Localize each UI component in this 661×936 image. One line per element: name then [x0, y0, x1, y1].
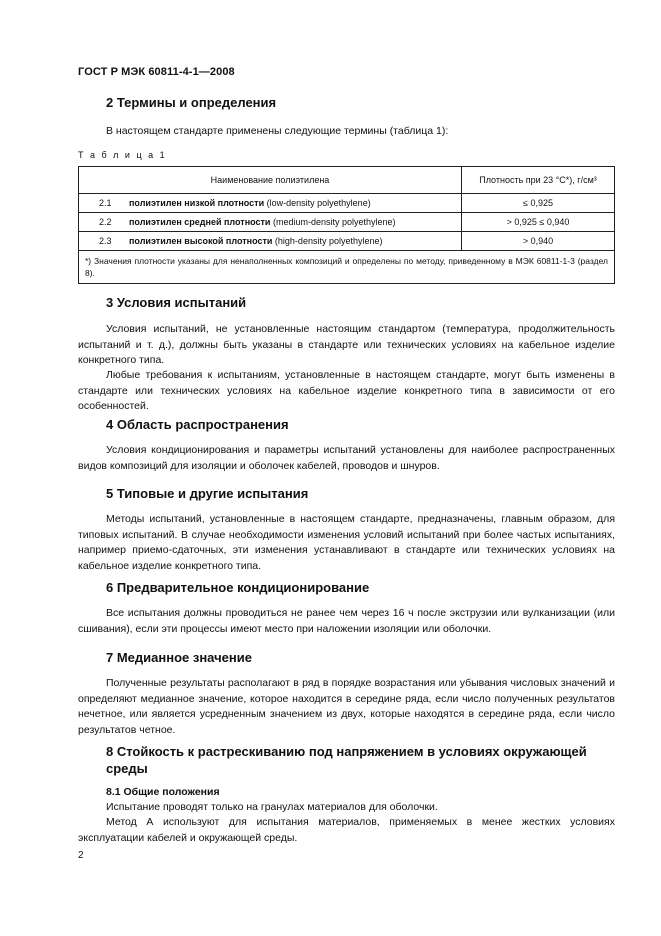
section-7-paragraph-text: Полученные результаты располагают в ряд в порядке возрастания или убывания числовых значений и определяют медианное значение, которое находится в середине ряда, если число полученных результатов нечетное, или является усредненным значением из двух, которые находятся в середине ряда, если число результатов четное. — [78, 677, 615, 736]
section-8-title-line-2: среды — [106, 761, 148, 776]
page-number: 2 — [78, 850, 84, 861]
table-cell-name — [79, 194, 462, 213]
term-bold: полиэтилен средней плотности — [129, 217, 271, 227]
term-english: (medium-density polyethylene) — [270, 217, 396, 227]
section-8-paragraph-1-text: Испытание проводят только на гранулах материалов для оболочки. — [106, 801, 438, 813]
subsection-8-1-title-text: 8.1 Общие положения — [106, 786, 220, 798]
table-note: *) Значения плотности указаны для ненаполненных композиций и определены по методу, приведенному в МЭК 60811-1-3 (раздел 8). — [79, 251, 615, 284]
table-cell-density: > 0,925 ≤ 0,940 — [462, 213, 615, 232]
table-note-row — [79, 251, 615, 284]
table-row — [79, 232, 615, 251]
section-5-paragraph-text: Методы испытаний, установленные в настоящем стандарте, предназначены, главным образом, для типовых испытаний. В случае необходимости изменения условий испытаний при более частых испытаниях, например приемо-сдаточных, эти изменения устанавливают в стандарте или технических условиях на кабельное изделие конкретного типа. — [78, 513, 615, 572]
table-header-row — [79, 167, 615, 194]
section-8-title-line-1: 8 Стойкость к растрескиванию под напряжением в условиях окружающей — [106, 744, 587, 759]
term-english: (high-density polyethylene) — [272, 236, 383, 246]
term-bold: полиэтилен низкой плотности — [129, 198, 265, 208]
document-header: ГОСТ Р МЭК 60811-4-1—2008 — [78, 66, 235, 78]
section-8-paragraph-1 — [78, 800, 615, 816]
table-header-density: Плотность при 23 °С*), г/см³ — [462, 167, 615, 194]
section-4-title: 4 Область распространения — [106, 417, 289, 432]
section-2-intro-text: В настоящем стандарте применены следующие термины (таблица 1): — [106, 125, 449, 137]
section-3-title: 3 Условия испытаний — [106, 295, 247, 310]
section-6-paragraph-text: Все испытания должны проводиться не ранее чем через 16 ч после экструзии или вулканизации (или сшивания), если эти процессы имеют место при наложении изоляции или оболочки. — [78, 607, 615, 635]
table-cell-name — [79, 232, 462, 251]
section-8-paragraph-2 — [78, 815, 615, 846]
section-4-paragraph — [78, 443, 615, 474]
table-row — [79, 194, 615, 213]
section-3-paragraph-2-text: Любые требования к испытаниям, установленные в настоящем стандарте, могут быть изменены в стандарте или технических условиях на кабельное изделие конкретного типа в зависимости от его особенностей. — [78, 369, 615, 412]
row-number: 2.3 — [99, 236, 112, 246]
section-5-paragraph — [78, 512, 615, 574]
section-3-paragraph-2 — [78, 368, 615, 415]
section-3-paragraph-1-text: Условия испытаний, не установленные настоящим стандартом (температура, продолжительность испытаний и т. д.), должны быть указаны в стандарте или технических условиях на кабельное изделие конкретного типа. — [78, 323, 615, 366]
section-4-paragraph-text: Условия кондиционирования и параметры испытаний установлены для наиболее распространенных видов композиций для изоляции и оболочек кабелей, проводов и шнуров. — [78, 444, 615, 472]
table-header-name: Наименование полиэтилена — [79, 167, 462, 194]
table-cell-density: ≤ 0,925 — [462, 194, 615, 213]
row-number: 2.2 — [99, 217, 112, 227]
section-8-paragraph-2-text: Метод А используют для испытания материалов, применяемых в менее жестких условиях эксплуатации кабелей и окружающей среды. — [78, 816, 615, 844]
subsection-8-1-title — [106, 785, 615, 801]
term-bold: полиэтилен высокой плотности — [129, 236, 273, 246]
section-7-title: 7 Медианное значение — [106, 650, 252, 665]
table-cell-name — [79, 213, 462, 232]
section-8-title — [106, 743, 626, 777]
section-6-title: 6 Предварительное кондиционирование — [106, 580, 370, 595]
section-2-title: 2 Термины и определения — [106, 95, 277, 110]
section-6-paragraph — [78, 606, 615, 637]
section-7-paragraph — [78, 676, 615, 738]
table-row — [79, 213, 615, 232]
section-3-paragraph-1 — [78, 322, 615, 369]
section-2-intro — [78, 124, 615, 140]
table-caption: Т а б л и ц а 1 — [78, 150, 167, 160]
table-cell-density: > 0,940 — [462, 232, 615, 251]
term-english: (low-density polyethylene) — [264, 198, 371, 208]
density-table — [78, 166, 615, 284]
row-number: 2.1 — [99, 198, 112, 208]
section-5-title: 5 Типовые и другие испытания — [106, 486, 309, 501]
